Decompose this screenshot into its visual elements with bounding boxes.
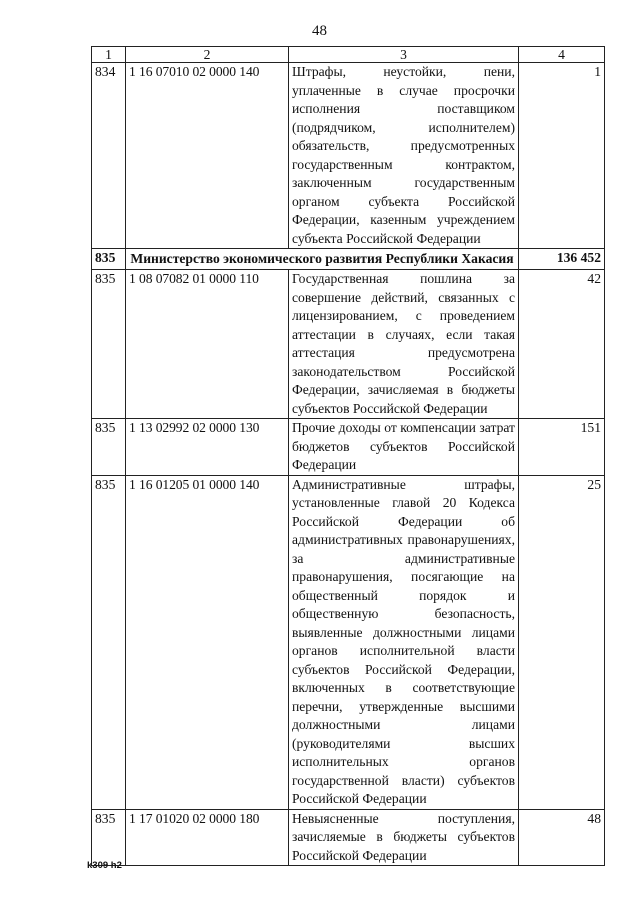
admin-code: 835 <box>92 419 126 476</box>
revenue-amount: 42 <box>519 270 605 419</box>
budget-classification-code: 1 17 01020 02 0000 180 <box>126 809 289 866</box>
budget-classification-code: 1 13 02992 02 0000 130 <box>126 419 289 476</box>
admin-code: 835 <box>92 270 126 419</box>
column-number-4: 4 <box>519 47 605 63</box>
admin-code: 834 <box>92 63 126 249</box>
budget-classification-code: 1 16 07010 02 0000 140 <box>126 63 289 249</box>
page-number: 48 <box>312 23 327 39</box>
revenue-table <box>91 46 605 866</box>
document-footer-code: k309 h2 <box>87 860 122 871</box>
column-number-2: 2 <box>126 47 289 63</box>
ministry-row <box>92 249 605 270</box>
admin-code: 835 <box>92 249 126 270</box>
table-row <box>92 475 605 809</box>
budget-classification-code: 1 08 07082 01 0000 110 <box>126 270 289 419</box>
revenue-amount: 151 <box>519 419 605 476</box>
table-row <box>92 809 605 866</box>
revenue-description: Административные штрафы, установленные главой 20 Кодекса Российской Федерации об административных правонарушениях, за административные правонарушения, посягающие на общественный порядок и общественную безопасность, выявленные должностными лицами органов исполнительной власти субъектов Российской Федерации, включенных в соответствующие перечни, утвержденные высшими должностными лицами (руководителями высших исполнительных органов государственной власти) субъектов Российской Федерации <box>289 475 519 809</box>
revenue-description: Прочие доходы от компенсации затрат бюджетов субъектов Российской Федерации <box>289 419 519 476</box>
revenue-amount: 25 <box>519 475 605 809</box>
table-row <box>92 419 605 476</box>
revenue-description: Государственная пошлина за совершение действий, связанных с лицензированием, с проведением аттестации в случаях, если такая аттестация предусмотрена законодательством Российской Федерации, зачисляемая в бюджеты субъектов Российской Федерации <box>289 270 519 419</box>
column-number-row <box>92 47 605 63</box>
admin-code: 835 <box>92 809 126 866</box>
budget-classification-code: 1 16 01205 01 0000 140 <box>126 475 289 809</box>
ministry-name: Министерство экономического развития Республики Хакасия <box>126 249 519 270</box>
admin-code: 835 <box>92 475 126 809</box>
revenue-amount: 1 <box>519 63 605 249</box>
table-row <box>92 270 605 419</box>
revenue-description: Невыясненные поступления, зачисляемые в бюджеты субъектов Российской Федерации <box>289 809 519 866</box>
table-row <box>92 63 605 249</box>
column-number-3: 3 <box>289 47 519 63</box>
ministry-total-amount: 136 452 <box>519 249 605 270</box>
revenue-description: Штрафы, неустойки, пени, уплаченные в случае просрочки исполнения поставщиком (подрядчиком, исполнителем) обязательств, предусмотренных государственным контрактом, заключенным государственным органом субъекта Российской Федерации, казенным учреждением субъекта Российской Федерации <box>289 63 519 249</box>
revenue-amount: 48 <box>519 809 605 866</box>
column-number-1: 1 <box>92 47 126 63</box>
